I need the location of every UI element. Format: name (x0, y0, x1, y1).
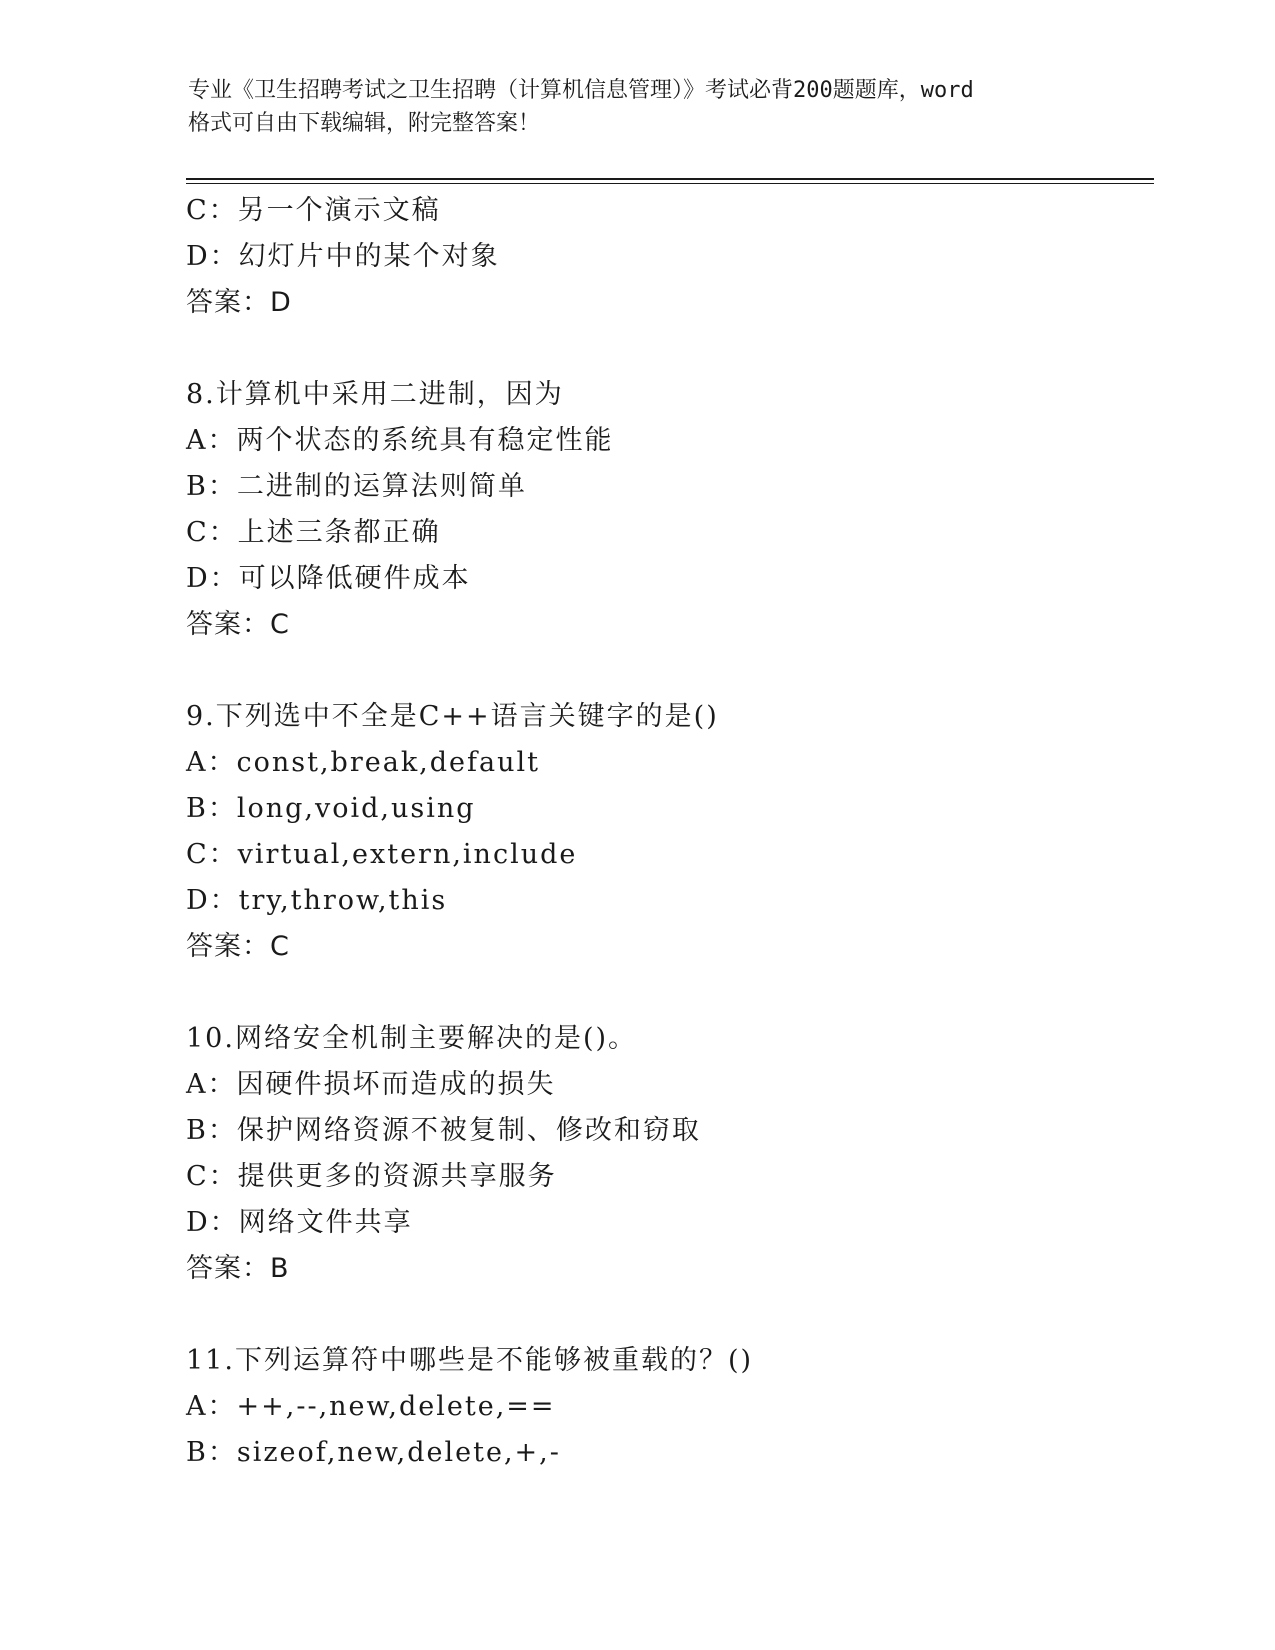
spacer (186, 1292, 1146, 1338)
question-9 (186, 694, 1146, 970)
spacer (186, 970, 1146, 1016)
option-c: C：virtual,extern,include (186, 839, 578, 870)
option-d: D：可以降低硬件成本 (186, 563, 471, 594)
question-text: 10.网络安全机制主要解决的是()。 (186, 1023, 638, 1054)
option-d: D：幻灯片中的某个对象 (186, 241, 500, 272)
header-line-2: 格式可自由下载编辑，附完整答案！ (188, 111, 541, 136)
header-divider-thin (186, 183, 1154, 184)
header-line-1: 专业《卫生招聘考试之卫生招聘（计算机信息管理）》考试必背200题题库，word (188, 78, 974, 103)
question-10 (186, 1016, 1146, 1292)
answer-line: 答案：D (186, 287, 292, 318)
option-a: A：因硬件损坏而造成的损失 (186, 1069, 556, 1100)
option-b: B：long,void,using (186, 793, 476, 824)
question-8 (186, 372, 1146, 648)
document-header (188, 74, 1088, 140)
question-text: 8.计算机中采用二进制，因为 (186, 379, 564, 410)
option-a: A：const,break,default (186, 747, 540, 778)
spacer (186, 326, 1146, 372)
question-7 (186, 188, 1146, 326)
option-c: C：上述三条都正确 (186, 517, 441, 548)
option-c: C：另一个演示文稿 (186, 195, 441, 226)
answer-line: 答案：C (186, 609, 290, 640)
question-11 (186, 1338, 1146, 1476)
option-a: A：++,--,new,delete,== (186, 1391, 556, 1422)
header-divider-thick (186, 178, 1154, 180)
option-b: B：保护网络资源不被复制、修改和窃取 (186, 1115, 701, 1146)
question-list (186, 188, 1146, 1476)
question-text: 11.下列运算符中哪些是不能够被重载的？() (186, 1345, 754, 1376)
option-a: A：两个状态的系统具有稳定性能 (186, 425, 614, 456)
option-b: B：二进制的运算法则简单 (186, 471, 527, 502)
spacer (186, 648, 1146, 694)
answer-line: 答案：B (186, 1253, 290, 1284)
answer-line: 答案：C (186, 931, 290, 962)
option-c: C：提供更多的资源共享服务 (186, 1161, 557, 1192)
option-b: B：sizeof,new,delete,+,- (186, 1437, 561, 1468)
option-d: D：网络文件共享 (186, 1207, 413, 1238)
option-d: D：try,throw,this (186, 885, 448, 916)
question-text: 9.下列选中不全是C++语言关键字的是() (186, 701, 719, 732)
